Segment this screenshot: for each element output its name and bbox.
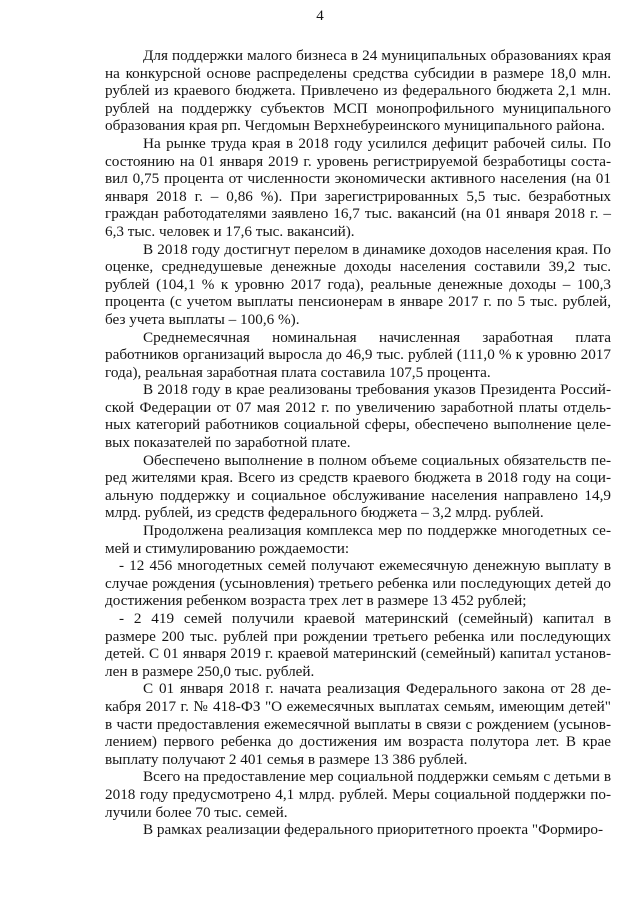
list-item-monthly-payment: - 12 456 многодетных семей получают ежемесячную денежную выплату в случае рождения (усыновления) третьего ребенка или последующих детей до достижения ребенком возраста трех лет в размере 13 452 рублей; [105,557,611,610]
paragraph-large-families-measures: Продолжена реализация комплекса мер по поддержке многодетных семей и стимулированию рождаемости: [105,522,611,557]
paragraph-federal-law-418: С 01 января 2018 г. начата реализация Федерального закона от 28 декабря 2017 г. № 418-ФЗ "О ежемесячных выплатах семьям, имеющим детей" в части предоставления ежемесячной выплаты в связи с рождением (усыновлением) первого ребенка до достижения им возраста полутора лет. В крае выплату получают 2 401 семья в размере 13 386 рублей. [105,680,611,768]
paragraph-population-income: В 2018 году достигнут перелом в динамике доходов населения края. По оценке, среднедушевые денежные доходы населения составили 39,2 тыс. рублей (104,1 % к уровню 2017 года), реальные денежные доходы – 100,3 процента (с учетом выплаты пенсионерам в январе 2017 г. по 5 тыс. рублей, без учета выплаты – 100,6 %). [105,240,611,328]
paragraph-average-salary: Среднемесячная номинальная начисленная заработная плата работников организаций выросла до 46,9 тыс. рублей (111,0 % к уровню 2017 года), реальная заработная плата составила 107,5 процента. [105,328,611,381]
paragraph-labor-market: На рынке труда края в 2018 году усилился дефицит рабочей силы. По состоянию на 01 января 2019 г. уровень регистрируемой безработицы составил 0,75 процента от численности экономически активного населения (на 01 января 2018 г. – 0,86 %). При зарегистрированных 5,5 тыс. безработных граждан работодателями заявлено 16,7 тыс. вакансий (на 01 января 2018 г. – 6,3 тыс. человек и 17,6 тыс. вакансий). [105,134,611,240]
paragraph-family-support-total: Всего на предоставление мер социальной поддержки семьям с детьми в 2018 году предусмотрено 4,1 млрд. рублей. Меры социальной поддержки получили более 70 тыс. семей. [105,768,611,821]
list-item-maternity-capital: - 2 419 семей получили краевой материнский (семейный) капитал в размере 200 тыс. рублей при рождении третьего ребенка или последующих детей. С 01 января 2019 г. краевой материнский (семейный) капитал установлен в размере 250,0 тыс. рублей. [105,610,611,680]
body-text [105,47,611,839]
paragraph-social-obligations: Обеспечено выполнение в полном объеме социальных обязательств перед жителями края. Всего из средств краевого бюджета в 2018 году на социальную поддержку и социальное обслуживание населения направлено 14,9 млрд. рублей, из средств федерального бюджета – 3,2 млрд. рублей. [105,451,611,522]
page-number: 4 [316,8,324,24]
paragraph-small-business-support: Для поддержки малого бизнеса в 24 муниципальных образованиях края на конкурсной основе распределены средства субсидии в размере 18,0 млн. рублей из краевого бюджета. Привлечено из федерального бюджета 2,1 млн. рублей на поддержку субъектов МСП монопрофильного муниципального образования края рп. Чегдомын Верхнебуреинского муниципального района. [105,47,611,135]
paragraph-federal-project: В рамках реализации федерального приоритетного проекта "Формиро- [143,821,604,839]
paragraph-presidential-decrees: В 2018 году в крае реализованы требования указов Президента Российской Федерации от 07 мая 2012 г. по увеличению заработной платы отдельных категорий работников социальной сферы, обеспечено выполнение целевых показателей по заработной плате. [105,381,611,452]
